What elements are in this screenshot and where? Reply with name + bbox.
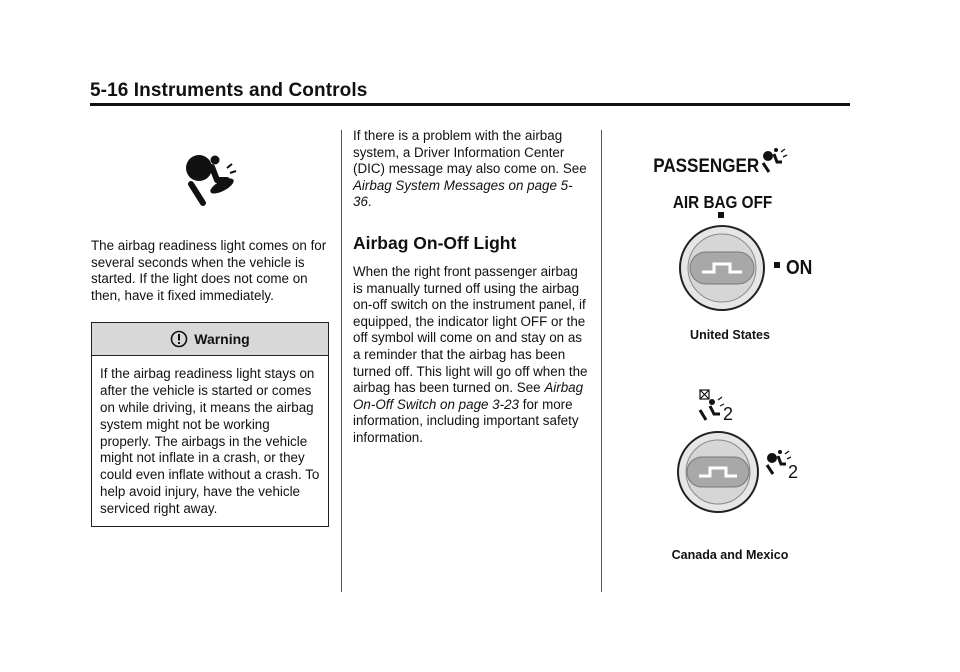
air-bag-off-label: AIR BAG OFF bbox=[672, 191, 773, 213]
us-caption: United States bbox=[690, 328, 770, 342]
section-heading: Airbag On-Off Light bbox=[353, 232, 517, 253]
us-airbag-switch-figure bbox=[610, 130, 850, 316]
dic-paragraph-text: If there is a problem with the airbag system, a Driver Information Center (DIC) message may also come on. See bbox=[353, 128, 587, 177]
cross-reference-link: Airbag On-Off Switch on page 3-23 bbox=[353, 380, 584, 412]
column-divider bbox=[601, 130, 602, 592]
cross-reference-link: Airbag System Messages on page 5-36 bbox=[353, 177, 573, 210]
canada-mexico-caption: Canada and Mexico bbox=[671, 548, 789, 562]
airbag-on-symbol-icon bbox=[767, 450, 798, 482]
airbag-readiness-icon bbox=[183, 146, 241, 208]
on-label: ON bbox=[786, 255, 813, 279]
warning-body: If the airbag readiness light stays on after the vehicle is started or comes on while driving, it means the airbag system might not be working properly. The airbags in the vehicle might not inflate in a crash, or they could even inflate without a crash. To help avoid injury, have the vehicle serviced right away. bbox=[100, 366, 320, 516]
airbag-off-symbol-icon bbox=[700, 390, 733, 424]
on-off-paragraph-end: for more information, including important safety information. bbox=[353, 396, 579, 445]
column-2 bbox=[353, 128, 591, 447]
off-indicator-mark bbox=[718, 212, 724, 218]
canada-mexico-airbag-switch-figure bbox=[610, 384, 850, 534]
header-rule bbox=[90, 103, 850, 106]
dic-paragraph bbox=[353, 128, 591, 211]
warning-icon bbox=[170, 330, 188, 348]
column-divider bbox=[341, 130, 342, 592]
subscript-on: 2 bbox=[788, 462, 799, 482]
on-indicator-mark bbox=[774, 262, 780, 268]
page-header-title: 5-16 Instruments and Controls bbox=[90, 80, 368, 101]
column-3 bbox=[610, 130, 850, 562]
passenger-label: PASSENGER bbox=[653, 155, 760, 177]
column-1 bbox=[91, 140, 331, 527]
on-off-paragraph-text: When the right front passenger airbag is manually turned off using the airbag on-off switch on the instrument panel, if equipped, the indicator light OFF or the off symbol will come on and stay on as a reminder that the airbag has been turned off. This light will go off when the airbag has been turned on. See bbox=[353, 263, 588, 396]
on-off-paragraph bbox=[353, 264, 591, 447]
subscript-off: 2 bbox=[723, 404, 734, 424]
intro-paragraph: The airbag readiness light comes on for several seconds when the vehicle is started. If the light does not come on then, have it fixed immediately. bbox=[91, 238, 327, 303]
dic-paragraph-end: . bbox=[367, 194, 372, 210]
passenger-airbag-icon bbox=[763, 148, 787, 172]
warning-title: Warning bbox=[194, 331, 250, 348]
warning-header bbox=[92, 323, 328, 356]
warning-box bbox=[91, 322, 329, 526]
